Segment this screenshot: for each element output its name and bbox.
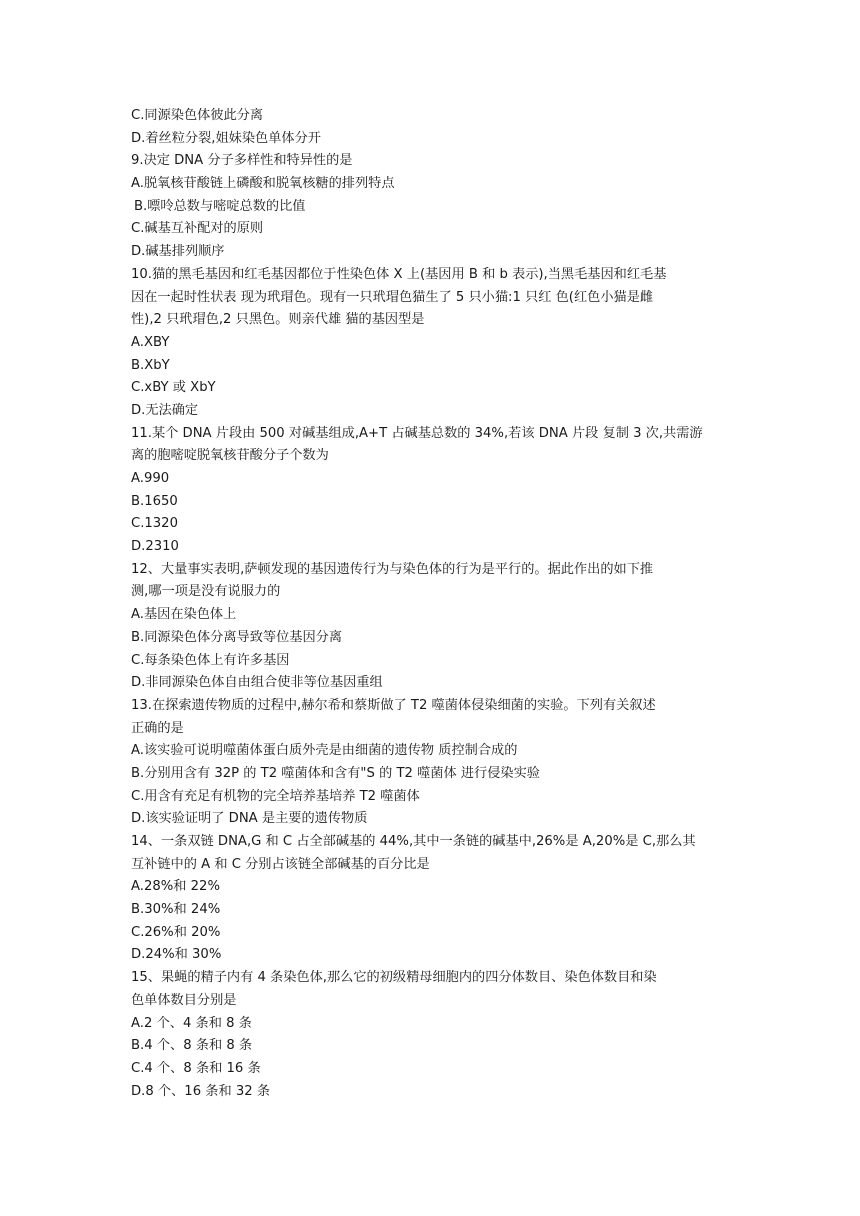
text-line: D.着丝粒分裂,姐妹染色单体分开 <box>131 130 321 146</box>
question-15-stem: 色单体数目分别是 <box>131 992 237 1008</box>
option-c: C.碱基互补配对的原则 <box>131 221 264 237</box>
document-page <box>131 105 731 1103</box>
option-d: D.24%和 30% <box>131 947 222 963</box>
option-a: A.基因在染色体上 <box>131 607 237 623</box>
text-line: C.同源染色体彼此分离 <box>131 108 264 123</box>
option-a: A.XBY <box>131 334 170 350</box>
question-13-stem: 13.在探索遗传物质的过程中,赫尔希和蔡斯做了 T2 噬菌体侵染细菌的实验。下列有关叙述 <box>131 697 656 713</box>
option-b: B.30%和 24% <box>131 902 221 918</box>
option-a: A.该实验可说明噬菌体蛋白质外壳是由细菌的遗传物 质控制合成的 <box>131 743 518 759</box>
option-d: D.该实验证明了 DNA 是主要的遗传物质 <box>131 811 368 827</box>
option-b: B.嘌呤总数与嘧啶总数的比值 <box>134 198 306 214</box>
question-11-stem: 11.某个 DNA 片段由 500 对碱基组成,A+T 占碱基总数的 34%,若该 DNA 片段 复制 3 次,共需游 <box>131 425 703 441</box>
option-c: C.26%和 20% <box>131 924 221 940</box>
question-10-stem: 因在一起时性状表 现为玳瑁色。现有一只玳瑁色猫生了 5 只小猫:1 只红 色(红色小猫是雌 <box>131 289 654 305</box>
option-a: A.28%和 22% <box>131 879 220 895</box>
option-d: D.2310 <box>131 539 179 555</box>
question-15-stem: 15、果蝇的精子内有 4 条染色体,那么它的初级精母细胞内的四分体数目、染色体数目和染 <box>131 970 657 986</box>
question-9-stem: 9.决定 DNA 分子多样性和特异性的是 <box>131 153 353 169</box>
option-b: B.分别用含有 32P 的 T2 噬菌体和含有"S 的 T2 噬菌体 进行侵染实验 <box>131 765 540 781</box>
option-d: D.8 个、16 条和 32 条 <box>131 1083 271 1099</box>
question-12-stem: 测,哪一项是没有说服力的 <box>131 584 281 600</box>
question-14-stem: 互补链中的 A 和 C 分别占该链全部碱基的百分比是 <box>131 856 430 872</box>
question-10-stem: 性),2 只玳瑁色,2 只黑色。则亲代雄 猫的基因型是 <box>131 312 425 328</box>
question-11-stem: 离的胞嘧啶脱氧核苷酸分子个数为 <box>131 448 329 464</box>
option-c: C.每条染色体上有许多基因 <box>131 652 290 668</box>
question-10-stem: 10.猫的黑毛基因和红毛基因都位于性染色体 X 上(基因用 B 和 b 表示),当黑毛基因和红毛基 <box>131 266 667 282</box>
option-b: B.4 个、8 条和 8 条 <box>131 1038 253 1054</box>
option-a: A.脱氧核苷酸链上磷酸和脱氧核糖的排列特点 <box>131 176 395 192</box>
option-b: B.XbY <box>131 357 170 373</box>
option-d: D.无法确定 <box>131 402 199 418</box>
option-c: C.用含有充足有机物的完全培养基培养 T2 噬菌体 <box>131 788 420 804</box>
option-c: C.xBY 或 XbY <box>131 380 216 396</box>
option-d: D.碱基排列顺序 <box>131 244 225 260</box>
option-a: A.2 个、4 条和 8 条 <box>131 1015 252 1031</box>
question-12-stem: 12、大量事实表明,萨顿发现的基因遗传行为与染色体的行为是平行的。据此作出的如下推 <box>131 561 654 577</box>
option-b: B.1650 <box>131 493 178 509</box>
option-d: D.非同源染色体自由组合使非等位基因重组 <box>131 675 383 691</box>
question-13-stem: 正确的是 <box>131 720 184 736</box>
option-a: A.990 <box>131 471 170 486</box>
option-c: C.1320 <box>131 516 178 532</box>
option-c: C.4 个、8 条和 16 条 <box>131 1060 261 1076</box>
option-b: B.同源染色体分离导致等位基因分离 <box>131 629 343 645</box>
question-14-stem: 14、一条双链 DNA,G 和 C 占全部碱基的 44%,其中一条链的碱基中,26%是 A,20%是 C,那么其 <box>131 834 696 849</box>
